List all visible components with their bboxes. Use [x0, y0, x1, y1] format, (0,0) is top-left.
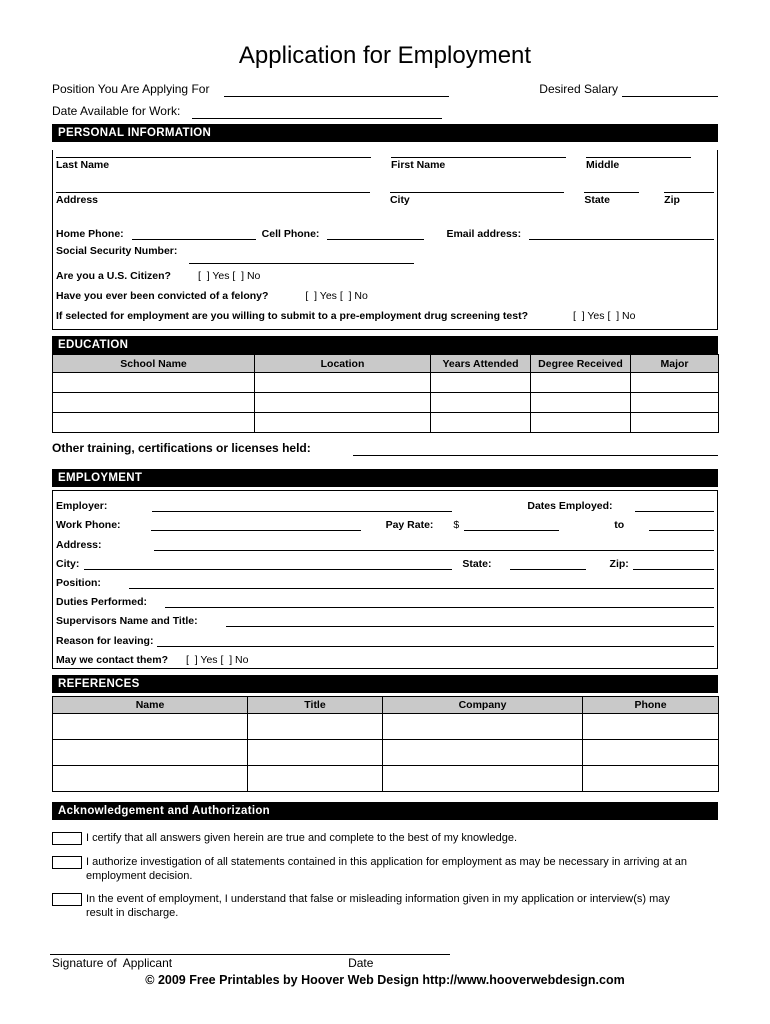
employer-address-row: [56, 531, 714, 550]
references-cell[interactable]: [383, 765, 583, 791]
duties-label: Duties Performed:: [56, 596, 148, 609]
references-row: [53, 765, 719, 791]
first-name-label: First Name: [391, 159, 446, 171]
contact-question-row: [56, 647, 714, 666]
middle-name-label: Middle: [586, 159, 620, 171]
contact-question-label: May we contact them?: [56, 653, 169, 666]
authorize-statement-row: [52, 855, 718, 883]
employer-address-field-line[interactable]: [154, 549, 714, 551]
date-available-label: Date Available for Work:: [52, 104, 181, 118]
employer-city-row: [56, 551, 714, 570]
education-cell[interactable]: [431, 393, 531, 413]
city-label: City: [389, 194, 410, 206]
authorize-statement-text: I authorize investigation of all statements contained in this application for employment as may be necessary in arriving at an employment decision.: [86, 855, 688, 882]
signature-labels-row: [52, 956, 718, 971]
state-label: State: [584, 194, 611, 206]
page-title: Application for Employment: [238, 42, 532, 69]
work-phone-row: [56, 512, 714, 531]
other-training-field-line[interactable]: [353, 453, 718, 456]
other-training-label: Other training, certifications or licenses held:: [52, 441, 311, 455]
cell-phone-label: Cell Phone:: [261, 228, 320, 240]
references-cell[interactable]: [583, 713, 719, 739]
education-row: [53, 413, 719, 433]
middle-name-field-line[interactable]: [586, 150, 691, 158]
supervisor-field-line[interactable]: [226, 625, 714, 627]
employer-field-line[interactable]: [152, 510, 452, 512]
references-header-row: [53, 696, 719, 713]
drug-yes-no-checkboxes[interactable]: [ ] Yes [ ] No: [573, 310, 636, 322]
middle-name-field: [586, 150, 691, 171]
drug-question-label: If selected for employment are you willing to submit to a pre-employment drug screening test?: [56, 310, 528, 322]
employer-city-field-line[interactable]: [84, 568, 452, 570]
acknowledgement-header: Acknowledgement and Authorization: [52, 802, 718, 820]
references-col-name: Name: [53, 696, 248, 713]
home-phone-field-line[interactable]: [132, 237, 256, 240]
reason-leaving-field-line[interactable]: [157, 645, 714, 647]
education-cell[interactable]: [631, 373, 719, 393]
references-cell[interactable]: [248, 739, 383, 765]
dates-to-label: to: [614, 519, 625, 532]
first-name-field: [391, 150, 566, 171]
city-field-line[interactable]: [390, 185, 564, 193]
education-cell[interactable]: [255, 393, 431, 413]
last-name-field-line[interactable]: [56, 150, 371, 158]
position-held-field-line[interactable]: [129, 587, 714, 589]
email-field-line[interactable]: [529, 237, 714, 240]
references-col-company: Company: [383, 696, 583, 713]
certify-statement-row: [52, 831, 718, 845]
phones-row: [56, 228, 714, 240]
education-cell[interactable]: [631, 413, 719, 433]
references-cell[interactable]: [383, 713, 583, 739]
education-header-row: [53, 355, 719, 373]
education-cell[interactable]: [431, 413, 531, 433]
duties-row: [56, 589, 714, 608]
education-cell[interactable]: [53, 413, 255, 433]
address-fields-row: [56, 185, 714, 206]
desired-salary-field-line[interactable]: [622, 94, 718, 97]
pay-rate-label: Pay Rate:: [385, 519, 434, 532]
education-table: [52, 354, 719, 433]
employment-header: EMPLOYMENT: [52, 469, 718, 487]
references-cell[interactable]: [53, 765, 248, 791]
education-cell[interactable]: [631, 393, 719, 413]
work-phone-field-line[interactable]: [151, 529, 361, 531]
education-col-location: Location: [255, 355, 431, 373]
employer-label: Employer:: [56, 500, 108, 513]
position-label: Position You Are Applying For: [52, 82, 210, 96]
home-phone-label: Home Phone:: [56, 228, 124, 240]
certify-statement-text: I certify that all answers given herein are true and complete to the best of my knowledge.: [86, 831, 518, 844]
dates-employed-to-line[interactable]: [649, 529, 714, 531]
education-cell[interactable]: [431, 373, 531, 393]
position-row: [56, 570, 714, 589]
education-cell[interactable]: [53, 373, 255, 393]
references-cell[interactable]: [383, 739, 583, 765]
education-row: [53, 393, 719, 413]
first-name-field-line[interactable]: [391, 150, 566, 158]
references-row: [53, 739, 719, 765]
references-table: [52, 696, 719, 792]
reason-leaving-label: Reason for leaving:: [56, 634, 154, 647]
dates-employed-label: Dates Employed:: [527, 500, 613, 513]
education-col-school: School Name: [53, 355, 255, 373]
desired-salary-label: Desired Salary: [539, 82, 618, 96]
zip-field: [664, 185, 714, 206]
ssn-field-line[interactable]: [189, 261, 414, 264]
citizen-yes-no-checkboxes[interactable]: [ ] Yes [ ] No: [197, 270, 261, 282]
reason-leaving-row: [56, 627, 714, 646]
dollar-sign: $: [453, 519, 460, 532]
address-field-line[interactable]: [56, 185, 370, 193]
references-cell[interactable]: [583, 739, 719, 765]
personal-information-header: PERSONAL INFORMATION: [52, 124, 718, 142]
work-phone-label: Work Phone:: [56, 519, 121, 532]
zip-field-line[interactable]: [664, 185, 714, 193]
education-cell[interactable]: [531, 373, 631, 393]
authorize-checkbox[interactable]: [52, 856, 82, 869]
pay-rate-field-line[interactable]: [464, 529, 559, 531]
references-cell[interactable]: [53, 739, 248, 765]
drug-question-row: [56, 310, 714, 322]
cell-phone-field-line[interactable]: [327, 237, 424, 240]
employer-state-label: State:: [462, 557, 492, 570]
education-cell[interactable]: [531, 413, 631, 433]
education-cell[interactable]: [255, 413, 431, 433]
ssn-label: Social Security Number:: [56, 245, 178, 257]
education-col-degree: Degree Received: [531, 355, 631, 373]
discharge-statement-row: [52, 892, 718, 920]
ssn-line-row: [56, 261, 714, 264]
education-cell[interactable]: [53, 393, 255, 413]
education-col-years: Years Attended: [431, 355, 531, 373]
education-row: [53, 373, 719, 393]
certify-checkbox[interactable]: [52, 832, 82, 845]
employment-application-page: [52, 42, 718, 988]
references-cell[interactable]: [583, 765, 719, 791]
felony-yes-no-checkboxes[interactable]: [ ] Yes [ ] No: [305, 290, 368, 302]
duties-field-line[interactable]: [165, 606, 714, 608]
references-header: REFERENCES: [52, 675, 718, 693]
dates-employed-from-line[interactable]: [635, 510, 714, 512]
position-held-label: Position:: [56, 576, 101, 589]
education-cell[interactable]: [255, 373, 431, 393]
references-cell[interactable]: [53, 713, 248, 739]
supervisor-row: [56, 608, 714, 627]
references-row: [53, 713, 719, 739]
felony-question-row: [56, 290, 714, 302]
state-field: [584, 185, 639, 206]
references-cell[interactable]: [248, 713, 383, 739]
contact-yes-no-checkboxes[interactable]: [ ] Yes [ ] No: [186, 653, 249, 666]
employer-zip-field-line[interactable]: [633, 568, 714, 570]
date-available-row: [52, 104, 718, 119]
references-col-phone: Phone: [583, 696, 719, 713]
employer-zip-label: Zip:: [609, 557, 629, 570]
education-col-major: Major: [631, 355, 719, 373]
zip-label: Zip: [664, 194, 680, 206]
supervisor-label: Supervisors Name and Title:: [56, 615, 198, 628]
education-header: EDUCATION: [52, 336, 718, 354]
citizen-question-row: [56, 270, 714, 282]
education-cell[interactable]: [531, 393, 631, 413]
last-name-field: [56, 150, 371, 171]
signature-field-line[interactable]: [50, 953, 450, 955]
personal-information-box: [52, 150, 718, 330]
city-field: [390, 185, 564, 206]
discharge-statement-text: In the event of employment, I understand that false or misleading information given in my application or interview(s) may result in discharge.: [86, 892, 670, 919]
other-training-row: [52, 441, 718, 456]
date-available-field-line[interactable]: [192, 116, 442, 119]
employer-address-label: Address:: [56, 538, 102, 551]
position-field-line[interactable]: [224, 94, 449, 97]
citizen-question-label: Are you a U.S. Citizen?: [56, 270, 171, 282]
email-label: Email address:: [446, 228, 522, 240]
discharge-checkbox[interactable]: [52, 893, 82, 906]
references-col-title: Title: [248, 696, 383, 713]
address-label: Address: [56, 194, 99, 206]
references-cell[interactable]: [248, 765, 383, 791]
position-salary-row: [52, 82, 718, 97]
signature-label: Signature of Applicant: [52, 955, 173, 970]
name-fields-row: [56, 150, 714, 171]
copyright-text: © 2009 Free Printables by Hoover Web Design http://www.hooverwebdesign.com: [145, 972, 625, 987]
employer-state-field-line[interactable]: [510, 568, 586, 570]
address-field: [56, 185, 370, 206]
signature-date-label: Date: [348, 955, 374, 970]
employer-row: [56, 493, 714, 512]
employer-city-label: City:: [56, 557, 80, 570]
ssn-row: [56, 245, 714, 257]
employment-box: [52, 490, 718, 669]
felony-question-label: Have you ever been convicted of a felony?: [56, 290, 269, 302]
last-name-label: Last Name: [56, 159, 110, 171]
state-field-line[interactable]: [584, 185, 639, 193]
